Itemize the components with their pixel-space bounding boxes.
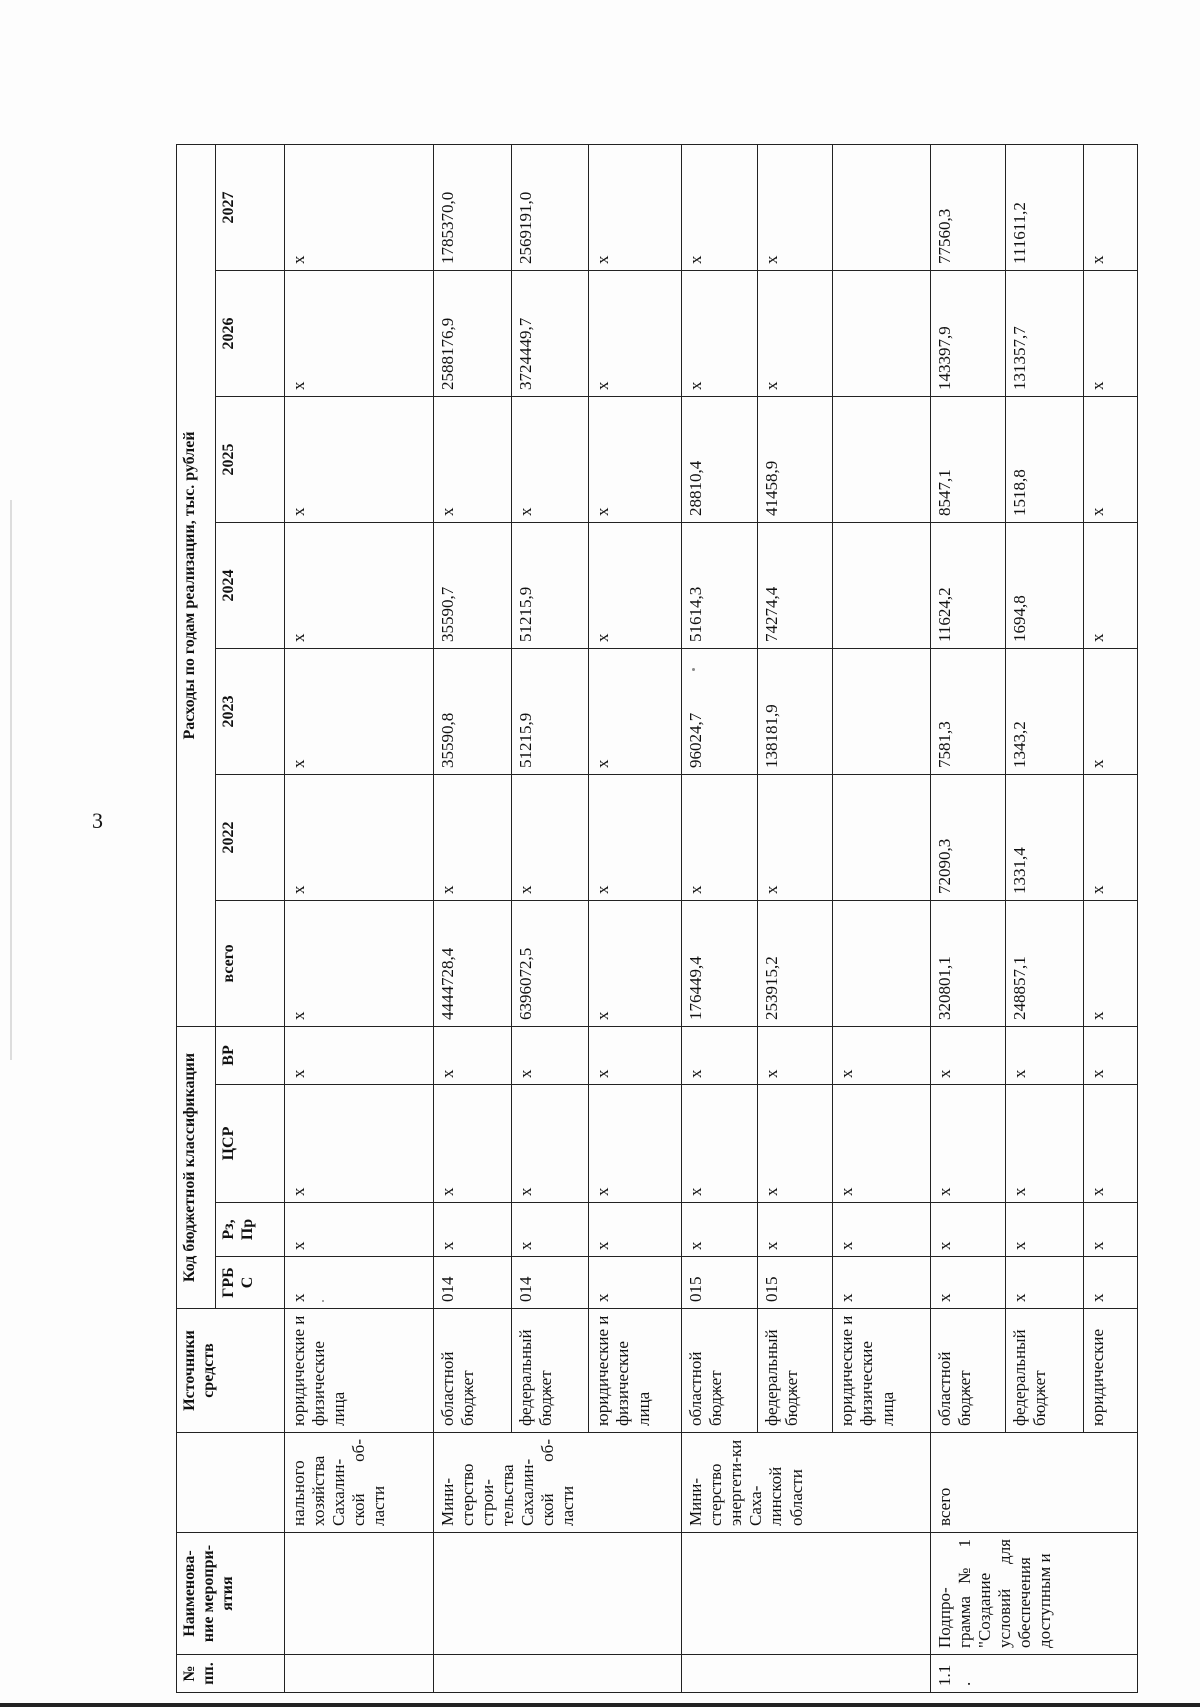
cell-csr: х [511, 1085, 589, 1203]
header-vr: ВР [215, 1026, 284, 1084]
cell-2026: 131357,7 [1006, 270, 1084, 396]
cell-2022: х [682, 774, 758, 900]
cell-source: юридические и физические лица [589, 1309, 682, 1433]
header-name: Наименова-ние меропри-ятия [177, 1533, 285, 1655]
cell-source: федеральный бюджет [1006, 1309, 1084, 1433]
cell-2027: 1785370,0 [433, 144, 511, 270]
cell-2025: х [284, 396, 433, 522]
cell-2023: х [284, 648, 433, 774]
cell-2022: х [757, 774, 833, 900]
cell-vr: х [589, 1026, 682, 1084]
scan-bottom-edge [0, 1703, 1200, 1707]
cell-2026: х [682, 270, 758, 396]
cell-csr: х [682, 1085, 758, 1203]
header-2026: 2026 [215, 270, 284, 396]
cell-source: областной бюджет [682, 1309, 758, 1433]
cell-2022: х [433, 774, 511, 900]
cell-source: юридические и физические лица [833, 1309, 930, 1433]
cell-name: Подпро-грамма № 1 "Создание условий для обеспечения доступным и [930, 1533, 1137, 1655]
cell-2027: 2569191,0 [511, 144, 589, 270]
cell-vr: х [757, 1026, 833, 1084]
cell-grbs: х [930, 1257, 1006, 1309]
cell-executor: нального хозяйства Сахалин-ской об-ласти [284, 1433, 433, 1533]
cell-vr: х [833, 1026, 930, 1084]
table-row [682, 30, 758, 1692]
cell-grbs: 014 [511, 1257, 589, 1309]
cell-2023: 51215,9 [511, 648, 589, 774]
cell-grbs: 015 [757, 1257, 833, 1309]
cell-grbs: х [284, 1257, 433, 1309]
cell-2025: 8547,1 [930, 396, 1006, 522]
cell-source: федеральный бюджет [511, 1309, 589, 1433]
cell-2027: х [757, 144, 833, 270]
cell-source: юридические и физические лица [284, 1309, 433, 1433]
cell-vr: х [682, 1026, 758, 1084]
cell-executor: всего [930, 1433, 1137, 1533]
cell-csr: х [833, 1085, 930, 1203]
cell-2024: х [1083, 522, 1137, 648]
cell-2026: х [589, 270, 682, 396]
cell-csr: х [930, 1085, 1006, 1203]
cell-2027: х [589, 144, 682, 270]
table-row [930, 30, 1006, 1692]
cell-vr: х [511, 1026, 589, 1084]
cell-total [833, 900, 930, 1026]
cell-2023: 96024,7 [682, 648, 758, 774]
cell-2027: х [284, 144, 433, 270]
cell-csr: х [757, 1085, 833, 1203]
cell-csr: х [284, 1085, 433, 1203]
cell-no [284, 1655, 433, 1693]
cell-csr: х [589, 1085, 682, 1203]
cell-total: 4444728,4 [433, 900, 511, 1026]
cell-2023: 7581,3 [930, 648, 1006, 774]
cell-name [284, 1533, 433, 1655]
cell-2022: 1331,4 [1006, 774, 1084, 900]
cell-2024: 35590,7 [433, 522, 511, 648]
page-number: 3 [92, 808, 103, 833]
cell-2026: 2588176,9 [433, 270, 511, 396]
cell-grbs: 014 [433, 1257, 511, 1309]
cell-2023: 1343,2 [1006, 648, 1084, 774]
cell-total: 253915,2 [757, 900, 833, 1026]
cell-2023: 35590,8 [433, 648, 511, 774]
cell-2026: х [757, 270, 833, 396]
cell-total: х [589, 900, 682, 1026]
cell-total: х [284, 900, 433, 1026]
cell-total: 320801,1 [930, 900, 1006, 1026]
cell-csr: х [433, 1085, 511, 1203]
cell-total: 176449,4 [682, 900, 758, 1026]
cell-2026: 143397,9 [930, 270, 1006, 396]
cell-2026: х [284, 270, 433, 396]
cell-total: 248857,1 [1006, 900, 1084, 1026]
cell-executor: Мини-стерство строи-тельства Сахалин-ской об-ласти [433, 1433, 681, 1533]
header-total: всего [215, 900, 284, 1026]
cell-vr: х [284, 1026, 433, 1084]
header-no: № пп. [177, 1655, 285, 1693]
cell-2023: х [589, 648, 682, 774]
cell-source: федеральный бюджет [757, 1309, 833, 1433]
cell-rzpr: х [433, 1203, 511, 1257]
cell-2025: 1518,8 [1006, 396, 1084, 522]
cell-total: 6396072,5 [511, 900, 589, 1026]
cell-2027: х [682, 144, 758, 270]
cell-2022: 72090,3 [930, 774, 1006, 900]
cell-2024: х [589, 522, 682, 648]
cell-2025 [833, 396, 930, 522]
cell-2027: 111611,2 [1006, 144, 1084, 270]
cell-vr: х [1083, 1026, 1137, 1084]
cell-rzpr: х [757, 1203, 833, 1257]
cell-2026: 3724449,7 [511, 270, 589, 396]
table-row [433, 30, 511, 1692]
cell-2026: х [1083, 270, 1137, 396]
cell-2024: 11624,2 [930, 522, 1006, 648]
cell-2025: 41458,9 [757, 396, 833, 522]
cell-2027: х [1083, 144, 1137, 270]
header-2027: 2027 [215, 144, 284, 270]
cell-2024: 74274,4 [757, 522, 833, 648]
cell-rzpr: х [284, 1203, 433, 1257]
cell-2022: х [589, 774, 682, 900]
cell-source: областной бюджет [930, 1309, 1006, 1433]
cell-rzpr: х [589, 1203, 682, 1257]
header-rzpr: Рз, Пр [215, 1203, 284, 1257]
cell-vr: х [1006, 1026, 1084, 1084]
cell-grbs: х [589, 1257, 682, 1309]
header-2022: 2022 [215, 774, 284, 900]
cell-2027 [833, 144, 930, 270]
header-2025: 2025 [215, 396, 284, 522]
cell-2025: 28810,4 [682, 396, 758, 522]
cell-2025: х [589, 396, 682, 522]
scan-edge-mark [10, 500, 12, 1060]
cell-grbs: х [1006, 1257, 1084, 1309]
cell-executor: Мини-стерство энергети-ки Саха-линской области [682, 1433, 930, 1533]
header-2023: 2023 [215, 648, 284, 774]
cell-2024: 51215,9 [511, 522, 589, 648]
cell-grbs: х [833, 1257, 930, 1309]
cell-rzpr: х [511, 1203, 589, 1257]
cell-name [682, 1533, 930, 1655]
cell-total: х [1083, 900, 1137, 1026]
cell-rzpr: х [682, 1203, 758, 1257]
cell-2022: х [1083, 774, 1137, 900]
header-budget-code: Код бюджетной классификации [177, 1026, 216, 1308]
cell-grbs: 015 [682, 1257, 758, 1309]
cell-2025: х [1083, 396, 1137, 522]
cell-2023 [833, 648, 930, 774]
cell-2026 [833, 270, 930, 396]
cell-2024: х [284, 522, 433, 648]
cell-no: 1.1 . [930, 1655, 1137, 1693]
cell-2023: х [1083, 648, 1137, 774]
expenses-table [176, 30, 1138, 1693]
header-csr: ЦСР [215, 1085, 284, 1203]
cell-grbs: х [1083, 1257, 1137, 1309]
cell-2024: 1694,8 [1006, 522, 1084, 648]
cell-rzpr: х [1006, 1203, 1084, 1257]
header-2024: 2024 [215, 522, 284, 648]
cell-2024: 51614,3 [682, 522, 758, 648]
cell-2025: х [511, 396, 589, 522]
cell-source: областной бюджет [433, 1309, 511, 1433]
cell-csr: х [1006, 1085, 1084, 1203]
cell-vr: х [930, 1026, 1006, 1084]
cell-2022: х [284, 774, 433, 900]
rotated-table-wrapper [176, 31, 1138, 1693]
header-grbs: ГРБ С [215, 1257, 284, 1309]
header-sources: Источники средств [177, 1309, 285, 1433]
cell-2022: х [511, 774, 589, 900]
cell-2027: 77560,3 [930, 144, 1006, 270]
cell-rzpr: х [833, 1203, 930, 1257]
cell-rzpr: х [1083, 1203, 1137, 1257]
cell-no [433, 1655, 681, 1693]
cell-csr: х [1083, 1085, 1137, 1203]
cell-name [433, 1533, 681, 1655]
header-executor [177, 1433, 285, 1533]
cell-vr: х [433, 1026, 511, 1084]
cell-rzpr: х [930, 1203, 1006, 1257]
table-row [284, 30, 433, 1692]
cell-2025: х [433, 396, 511, 522]
cell-2023: 138181,9 [757, 648, 833, 774]
cell-source: юридические [1083, 1309, 1137, 1433]
cell-no [682, 1655, 930, 1693]
cell-2022 [833, 774, 930, 900]
header-expenses: Расходы по годам реализации, тыс. рублей [177, 144, 216, 1026]
cell-2024 [833, 522, 930, 648]
